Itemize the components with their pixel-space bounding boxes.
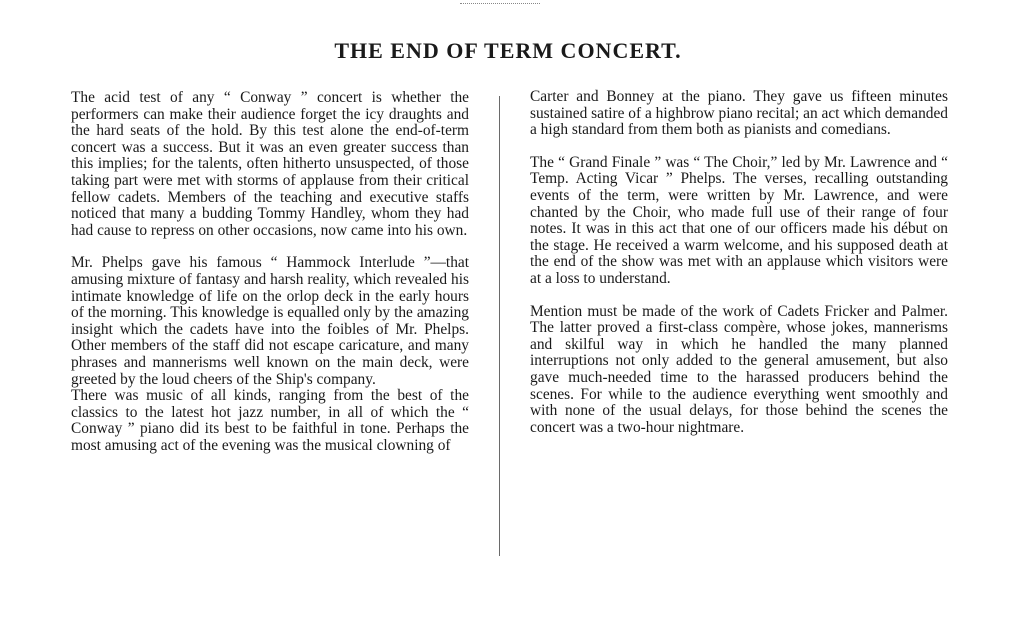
paragraph: Mention must be made of the work of Cadets Fricker and Palmer. The latter proved a first-class compère, whose jokes, mannerisms and skilful way in which he handled the many planned interruptions not only added to the general amusement, but also gave much-needed time to the harassed producers behind the scenes. For while to the audience everything went smoothly and with none of the usual delays, for those behind the scenes the concert was a two-hour nightmare. (530, 302, 948, 436)
paragraph: There was music of all kinds, ranging from the best of the classics to the latest hot jazz number, in all of which the “ Conway ” piano did its best to be faithful in tone. Perhaps the most amusing act of the evening was the musical clowning of (71, 387, 469, 454)
paragraph: Mr. Phelps gave his famous “ Hammock Interlude ”—that amusing mixture of fantasy and harsh reality, which revealed his intimate knowledge of life on the orlop deck in the early hours of the morning. This knowledge is equalled only by the amazing insight which the cadets have into the foibles of Mr. Phelps. Other members of the staff did not escape caricature, and many phrases and mannerisms well known on the main deck, were greeted by the loud cheers of the Ship's company. (71, 254, 469, 388)
paragraph: Carter and Bonney at the piano. They gave us fifteen minutes sustained satire of a highbrow piano recital; an act which demanded a high standard from them both as pianists and comedians. (530, 88, 948, 139)
paragraph: The acid test of any “ Conway ” concert is whether the performers can make their audience forget the icy draughts and the hard seats of the hold. By this test alone the end-of-term concert was a success. But it was an even greater success than this implies; for the talents, often hitherto unsuspected, of those taking part were met with storms of applause from their critical fellow cadets. Members of the teaching and executive staffs noticed that many a budding Tommy Handley, whom they had had cause to repress on other occasions, now came into his own. (71, 89, 469, 239)
right-text-column (530, 89, 948, 436)
left-text-column (71, 90, 469, 454)
column-divider (499, 96, 500, 556)
top-edge-mark (460, 0, 540, 4)
article-title: THE END OF TERM CONCERT. (334, 38, 682, 63)
paragraph: The “ Grand Finale ” was “ The Choir,” led by Mr. Lawrence and “ Temp. Acting Vicar ” Phelps. The verses, recalling outstanding events of the term, were written by Mr. Lawrence, and were chanted by the Choir, who made full use of their range of four notes. It was in this act that one of our officers made his début on the stage. He received a warm welcome, and his supposed death at the end of the show was met with an applause which visitors were at a loss to understand. (530, 153, 948, 287)
